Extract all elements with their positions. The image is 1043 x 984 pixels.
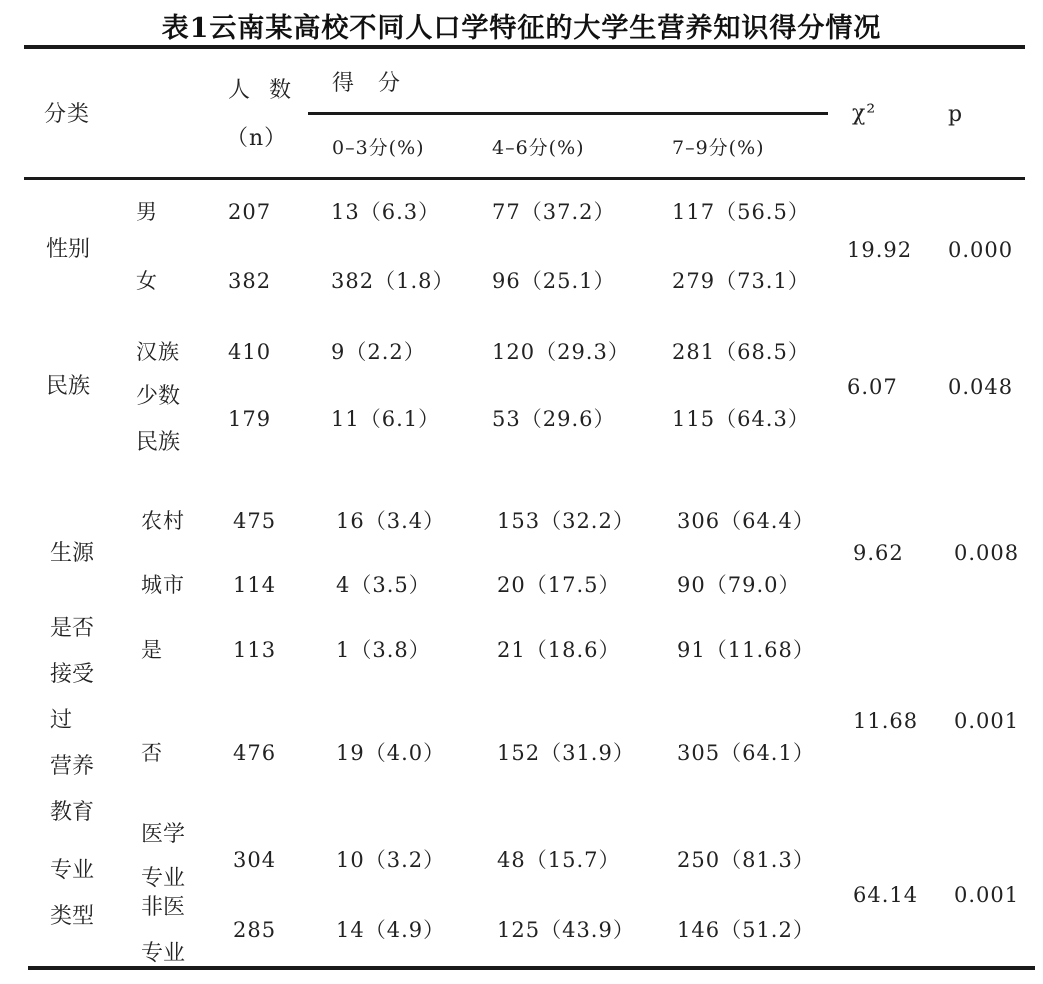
header-bottom-rule [24,177,1025,180]
row-c2: 53（29.6） [492,407,616,431]
row-label: 农村 [141,509,185,533]
group-chi: 11.68 [853,709,919,733]
row-n: 179 [228,407,272,431]
row-c1: 14（4.9） [336,918,446,942]
group-name: 民族 [46,374,91,399]
group-chi: 19.92 [847,238,913,262]
group-chi: 9.62 [853,541,904,565]
row-c2: 125（43.9） [497,918,635,942]
row-n: 476 [233,741,277,765]
row-c3: 281（68.5） [672,340,810,364]
row-n: 410 [228,340,272,364]
row-n: 114 [233,573,277,597]
row-c3: 90（79.0） [677,573,801,597]
row-label: 是 [141,638,163,662]
header-p: p [948,102,964,127]
header-chi-square: χ² [852,101,877,126]
row-n: 304 [233,848,277,872]
header-col-0-3: 0–3分(%) [332,137,425,159]
score-header-rule [308,112,828,115]
group-name: 是否 接受 过 营养 教育 [50,616,95,825]
row-c1: 1（3.8） [336,638,431,662]
group-p: 0.001 [954,883,1020,907]
row-c2: 48（15.7） [497,848,621,872]
row-c2: 153（32.2） [497,509,635,533]
row-c1: 16（3.4） [336,509,446,533]
row-n: 475 [233,509,277,533]
row-label: 城市 [141,573,185,597]
group-name: 专业 类型 [50,858,95,929]
row-c2: 77（37.2） [492,200,616,224]
group-p: 0.008 [954,541,1020,565]
row-c2: 120（29.3） [492,340,630,364]
row-c2: 21（18.6） [497,638,621,662]
row-c3: 146（51.2） [677,918,815,942]
group-p: 0.000 [948,238,1014,262]
row-n: 382 [228,269,272,293]
row-label: 否 [141,741,163,765]
row-label: 少数 民族 [136,384,181,455]
group-name: 生源 [50,541,95,566]
row-c1: 4（3.5） [336,573,431,597]
row-label: 医学 专业 [141,822,186,891]
row-c1: 10（3.2） [336,848,446,872]
top-rule [24,45,1025,49]
group-name: 性别 [46,237,91,262]
group-p: 0.048 [948,375,1014,399]
header-count-line2: （n） [226,126,288,151]
row-c3: 115（64.3） [672,407,810,431]
row-c1: 19（4.0） [336,741,446,765]
header-col-7-9: 7–9分(%) [672,137,765,159]
header-category: 分类 [44,102,91,127]
group-chi: 64.14 [853,883,919,907]
table-title: 表1云南某高校不同人口学特征的大学生营养知识得分情况 [161,13,882,44]
group-chi: 6.07 [847,375,898,399]
row-label: 女 [136,269,158,293]
header-col-4-6: 4–6分(%) [492,137,585,159]
row-c2: 152（31.9） [497,741,635,765]
row-n: 113 [233,638,277,662]
row-c3: 91（11.68） [677,638,815,662]
row-label: 汉族 [136,340,180,364]
row-c3: 305（64.1） [677,741,815,765]
row-c1: 13（6.3） [331,200,441,224]
row-n: 207 [228,200,272,224]
row-c1: 382（1.8） [331,269,455,293]
row-c3: 306（64.4） [677,509,815,533]
row-c2: 96（25.1） [492,269,616,293]
row-c1: 11（6.1） [331,407,441,431]
row-label: 非医 专业 [141,895,186,966]
row-c3: 279（73.1） [672,269,810,293]
header-score: 得 分 [332,71,402,96]
row-c3: 250（81.3） [677,848,815,872]
row-n: 285 [233,918,277,942]
row-c1: 9（2.2） [331,340,426,364]
group-p: 0.001 [954,709,1020,733]
header-count-line1: 人 数 [228,78,297,103]
row-c2: 20（17.5） [497,573,621,597]
row-c3: 117（56.5） [672,200,810,224]
row-label: 男 [136,200,158,224]
